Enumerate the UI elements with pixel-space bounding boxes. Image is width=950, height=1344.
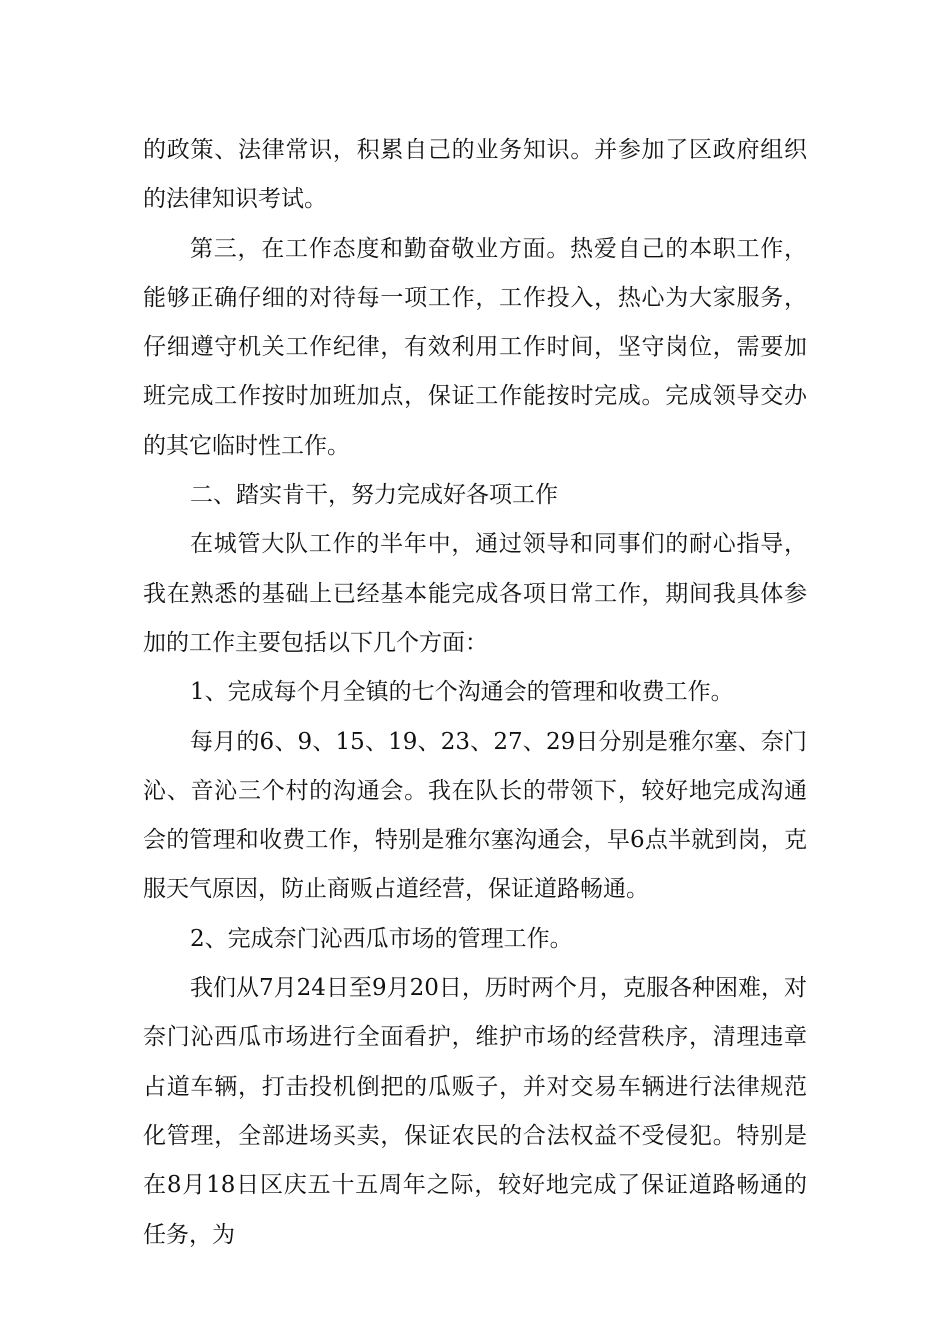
paragraph-continuation: 的政策、法律常识，积累自己的业务知识。并参加了区政府组织的法律知识考试。 [143,137,807,213]
list-item-heading-2: 2、完成奈门沁西瓜市场的管理工作。 [190,925,573,952]
paragraph-work-attitude: 第三，在工作态度和勤奋敬业方面。热爱自己的本职工作，能够正确仔细的对待每一项工作，工作投入，热心为大家服务，仔细遵守机关工作纪律，有效利用工作时间，坚守岗位，需要加班完成工作按时加班加点，保证工作能按时完成。完成领导交办的其它临时性工作。 [143,235,807,459]
paragraph-intro: 在城管大队工作的半年中，通过领导和同事们的耐心指导，我在熟悉的基础上已经基本能完成各项日常工作，期间我具体参加的工作主要包括以下几个方面： [143,531,807,656]
paragraph-market: 我们从7月24日至9月20日，历时两个月，克服各种困难，对奈门沁西瓜市场进行全面看护，维护市场的经营秩序，清理违章占道车辆，打击投机倒把的瓜贩子，并对交易车辆进行法律规范化管理，全部进场买卖，保证农民的合法权益不受侵犯。特别是在8月18日区庆五十五周年之际，较好地完成了保证道路畅通的任务，为 [143,975,807,1248]
section-heading: 二、踏实肯干，努力完成好各项工作 [190,482,558,509]
list-item-heading-1: 1、完成每个月全镇的七个沟通会的管理和收费工作。 [190,679,734,706]
document-body [143,126,807,1260]
paragraph-meetings: 每月的6、9、15、19、23、27、29日分别是雅尔塞、奈门沁、音沁三个村的沟通会。我在队长的带领下，较好地完成沟通会的管理和收费工作，特别是雅尔塞沟通会，早6点半就到岗，克服天气原因，防止商贩占道经营，保证道路畅通。 [143,728,807,903]
